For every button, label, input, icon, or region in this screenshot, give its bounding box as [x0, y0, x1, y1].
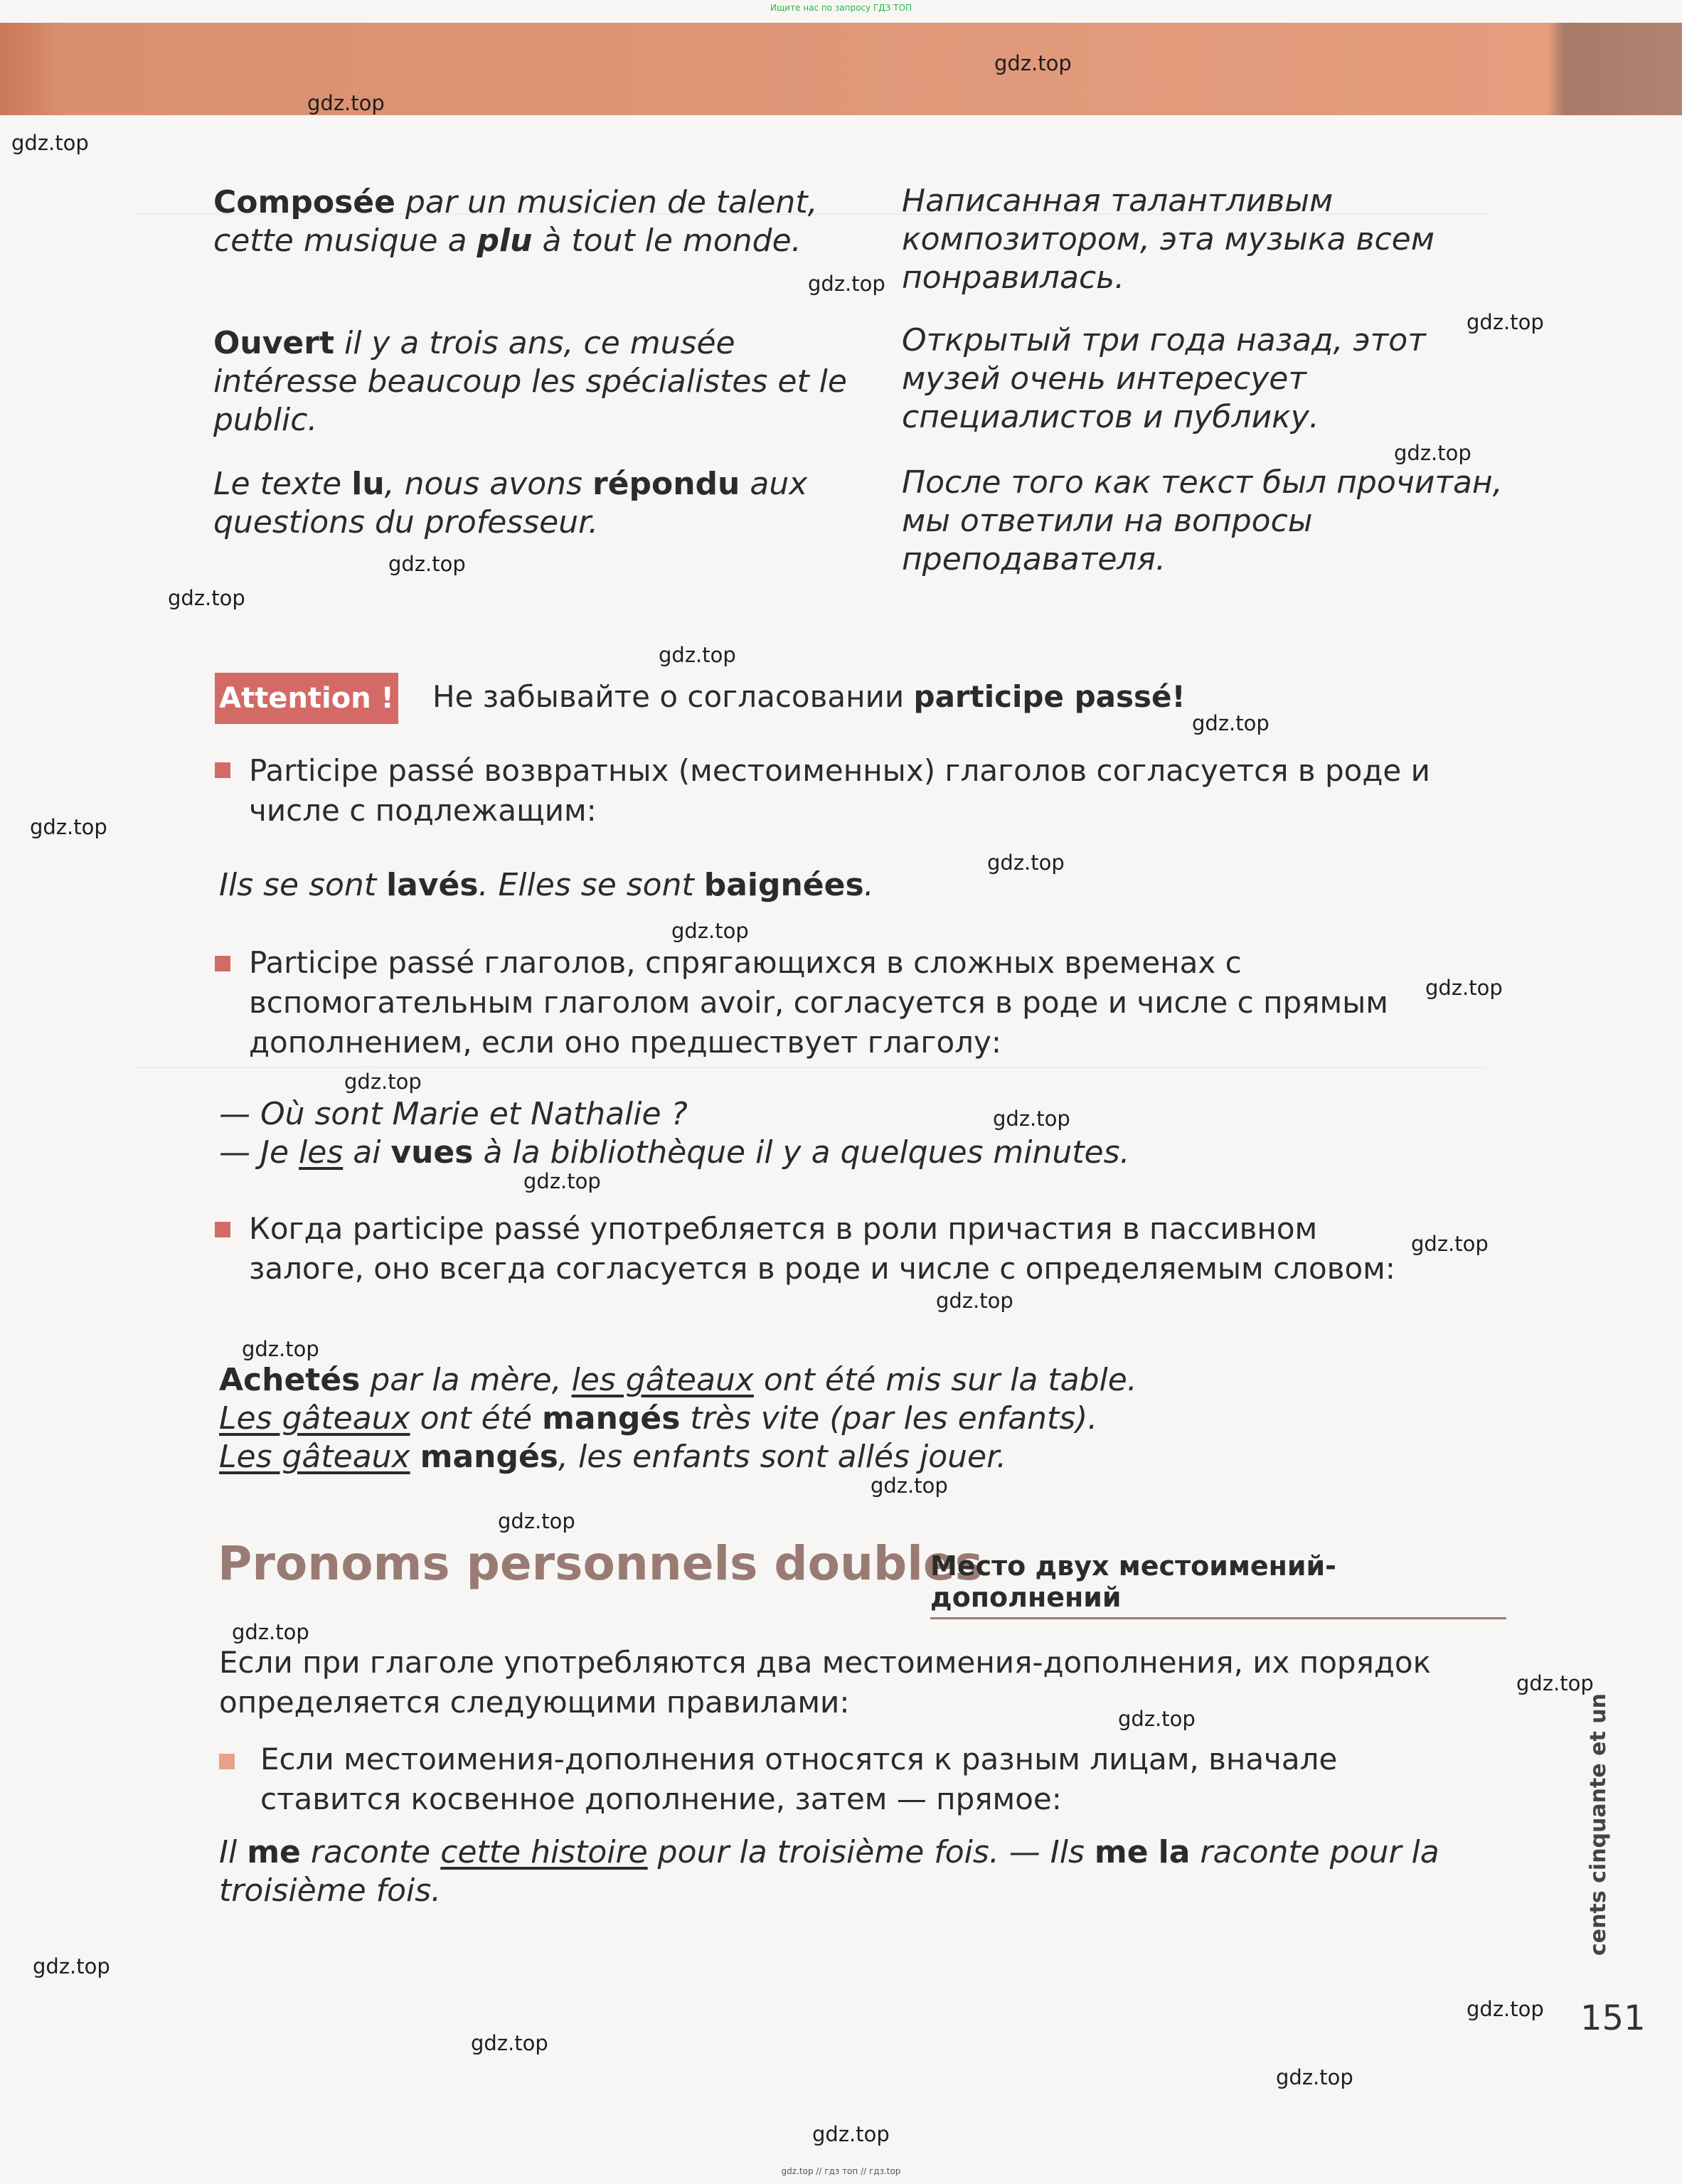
watermark: gdz.top	[471, 2031, 548, 2055]
bullet-square	[219, 1754, 235, 1769]
page-number: 151	[1580, 1998, 1646, 2038]
attention-badge: Attention !	[215, 673, 398, 724]
watermark: gdz.top	[936, 1289, 1013, 1313]
top-note: Ищите нас по запросу ГДЗ ТОП	[770, 3, 912, 13]
attention-text: Не забывайте о согласовании participe passé!	[432, 679, 1186, 714]
watermark: gdz.top	[994, 51, 1072, 75]
watermark: gdz.top	[242, 1337, 319, 1361]
bottom-note: gdz.top // гдз топ // гдз.top	[781, 2166, 901, 2176]
rule-3-example-2: Les gâteaux ont été mangés très vite (par les enfants).	[219, 1400, 1098, 1437]
watermark: gdz.top	[30, 815, 107, 839]
watermark: gdz.top	[1425, 976, 1503, 1000]
section-example: Il me raconte cette histoire pour la troisième fois. — Ils me la raconte pour la troisième fois.	[219, 1834, 1439, 1909]
watermark: gdz.top	[1276, 2065, 1353, 2089]
watermark: gdz.top	[1192, 711, 1270, 735]
watermark: gdz.top	[993, 1107, 1070, 1131]
bleed-line	[135, 1067, 1486, 1068]
bullet-square	[215, 1222, 230, 1237]
rule-3-example-1: Achetés par la mère, les gâteaux ont été mis sur la table.	[219, 1362, 1137, 1398]
watermark: gdz.top	[808, 272, 885, 296]
watermark: gdz.top	[1394, 441, 1471, 465]
example-ru-3: После того как текст был прочитан, мы ответили на вопросы преподавателя.	[902, 464, 1503, 577]
rule-2-text: Participe passé глаголов, спрягающихся в сложных временах с вспомогательным глаголом avoir, согласуется в роде и числе с прямым дополнением, если оно предшествует глаголу:	[249, 945, 1388, 1060]
section-title: Pronoms personnels doubles	[218, 1536, 983, 1591]
bullet-square	[215, 956, 230, 971]
watermark: gdz.top	[987, 851, 1065, 875]
page-number-words: cents cinquante et un	[1586, 1693, 1611, 1956]
section-intro: Если при глаголе употребляются два местоимения-дополнения, их порядок определяется следующими правилами:	[219, 1645, 1431, 1720]
watermark: gdz.top	[523, 1169, 601, 1193]
page-fold-shadow	[0, 23, 64, 115]
watermark: gdz.top	[344, 1070, 422, 1094]
rule-2-dialogue-2: — Je les ai vues à la bibliothèque il y a quelques minutes.	[219, 1134, 1130, 1171]
watermark: gdz.top	[1118, 1707, 1196, 1731]
watermark: gdz.top	[1516, 1671, 1594, 1695]
watermark: gdz.top	[671, 919, 749, 943]
bullet-square	[215, 762, 230, 778]
rule-3-text: Когда participe passé употребляется в роли причастия в пассивном залоге, оно всегда согласуется в роде и числе с определяемым словом:	[249, 1211, 1395, 1286]
example-fr-2: Ouvert il y a trois ans, ce musée intéresse beaucoup les spécialistes et le public.	[213, 325, 847, 438]
example-fr-3: Le texte lu, nous avons répondu aux questions du professeur.	[213, 466, 808, 540]
example-fr-1: Composée par un musicien de talent, cette musique a plu à tout le monde.	[213, 184, 818, 259]
watermark: gdz.top	[168, 586, 245, 610]
rule-2-dialogue-1: — Où sont Marie et Nathalie ?	[219, 1096, 688, 1132]
section-rule: Если местоимения-дополнения относятся к разным лицам, вначале ставится косвенное дополнение, затем — прямое:	[260, 1742, 1338, 1816]
watermark: gdz.top	[388, 552, 466, 576]
watermark: gdz.top	[1467, 310, 1544, 334]
watermark: gdz.top	[871, 1474, 948, 1498]
rule-3-example-3: Les gâteaux mangés, les enfants sont allés jouer.	[219, 1439, 1007, 1475]
section-subtitle: Место двух местоимений-дополнений	[930, 1550, 1506, 1619]
watermark: gdz.top	[307, 91, 385, 115]
rule-1-text: Participe passé возвратных (местоименных) глаголов согласуется в роде и числе с подлежащим:	[249, 753, 1430, 828]
watermark: gdz.top	[498, 1509, 575, 1533]
watermark: gdz.top	[812, 2122, 890, 2146]
watermark: gdz.top	[11, 131, 89, 155]
watermark: gdz.top	[232, 1620, 309, 1644]
example-ru-2: Открытый три года назад, этот музей очень интересует специалистов и публику.	[902, 322, 1426, 435]
watermark: gdz.top	[33, 1954, 110, 1978]
rule-1-example: Ils se sont lavés. Elles se sont baignées.	[219, 867, 874, 903]
header-band	[0, 23, 1682, 115]
watermark: gdz.top	[1411, 1232, 1489, 1256]
watermark: gdz.top	[659, 643, 736, 667]
example-ru-1: Написанная талантливым композитором, эта музыка всем понравилась.	[902, 183, 1435, 296]
watermark: gdz.top	[1467, 1997, 1544, 2021]
